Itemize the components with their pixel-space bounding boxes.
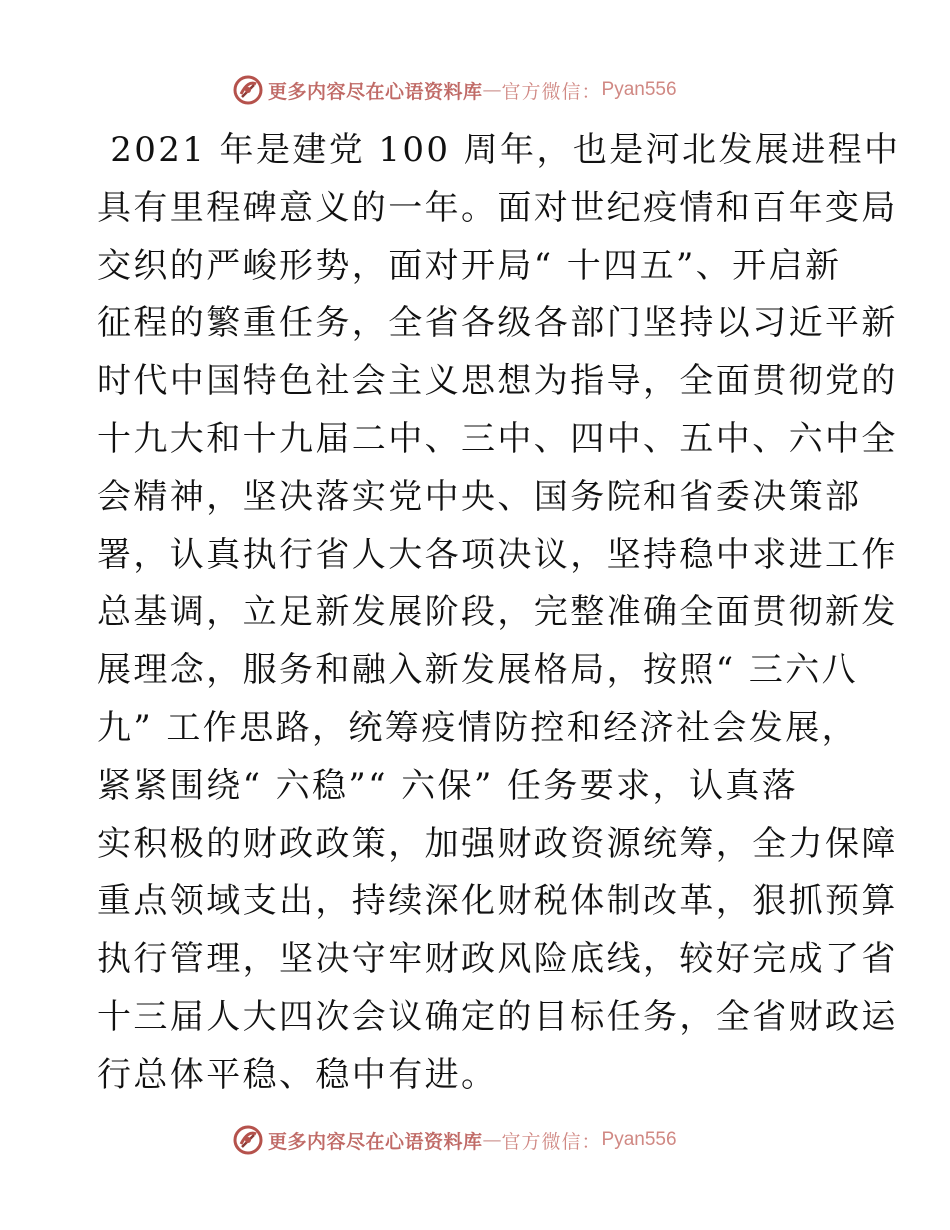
paragraph-line: 会精神，坚决落实党中央、国务院和省委决策部: [97, 476, 862, 517]
banner-separator: —: [482, 1129, 502, 1151]
paragraph-line: 十三届人大四次会议确定的目标任务，全省财政运: [97, 996, 898, 1037]
paragraph-line: 征程的繁重任务，全省各级各部门坚持以习近平新: [97, 303, 898, 344]
logo-icon: [232, 1124, 264, 1156]
paragraph-line: 署，认真执行省人大各项决议，坚持稳中求进工作: [97, 534, 898, 575]
paragraph-line: 紧紧围绕“ 六稳”“ 六保” 任务要求，认真落: [97, 765, 799, 806]
banner-wechat-id: Pyan556: [601, 1129, 677, 1150]
header-watermark-banner: [232, 73, 677, 107]
document-paragraph: [97, 122, 901, 1105]
banner-wechat-id: Pyan556: [601, 79, 677, 100]
paragraph-line: 2021 年是建党 100 周年，也是河北发展进程中: [97, 130, 901, 170]
banner-text: 更多内容尽在心语资料库: [268, 80, 483, 103]
paragraph-line: 九” 工作思路，统筹疫情防控和经济社会发展，: [97, 707, 858, 748]
banner-wechat-label: 官方微信：: [501, 1130, 602, 1153]
paragraph-line: 总基调，立足新发展阶段，完整准确全面贯彻新发: [97, 592, 898, 633]
paragraph-line: 实积极的财政政策，加强财政资源统筹，全力保障: [97, 823, 898, 864]
banner-text: 更多内容尽在心语资料库: [268, 1130, 483, 1153]
paragraph-line: 展理念，服务和融入新发展格局，按照“ 三六八: [97, 650, 858, 691]
paragraph-line: 十九大和十九届二中、三中、四中、五中、六中全: [97, 418, 898, 459]
paragraph-line: 具有里程碑意义的一年。面对世纪疫情和百年变局: [97, 187, 898, 228]
paragraph-line: 重点领域支出，持续深化财税体制改革，狠抓预算: [97, 881, 898, 922]
paragraph-line: 交织的严峻形势，面对开局“ 十四五”、开启新: [97, 245, 842, 286]
footer-watermark-banner: [232, 1123, 677, 1157]
paragraph-line: 执行管理，坚决守牢财政风险底线，较好完成了省: [97, 939, 898, 980]
banner-wechat-label: 官方微信：: [501, 80, 602, 103]
banner-separator: —: [482, 79, 502, 101]
paragraph-line: 时代中国特色社会主义思想为指导，全面贯彻党的: [97, 361, 898, 402]
paragraph-line: 行总体平稳、稳中有进。: [97, 1054, 498, 1095]
logo-icon: [232, 74, 264, 106]
